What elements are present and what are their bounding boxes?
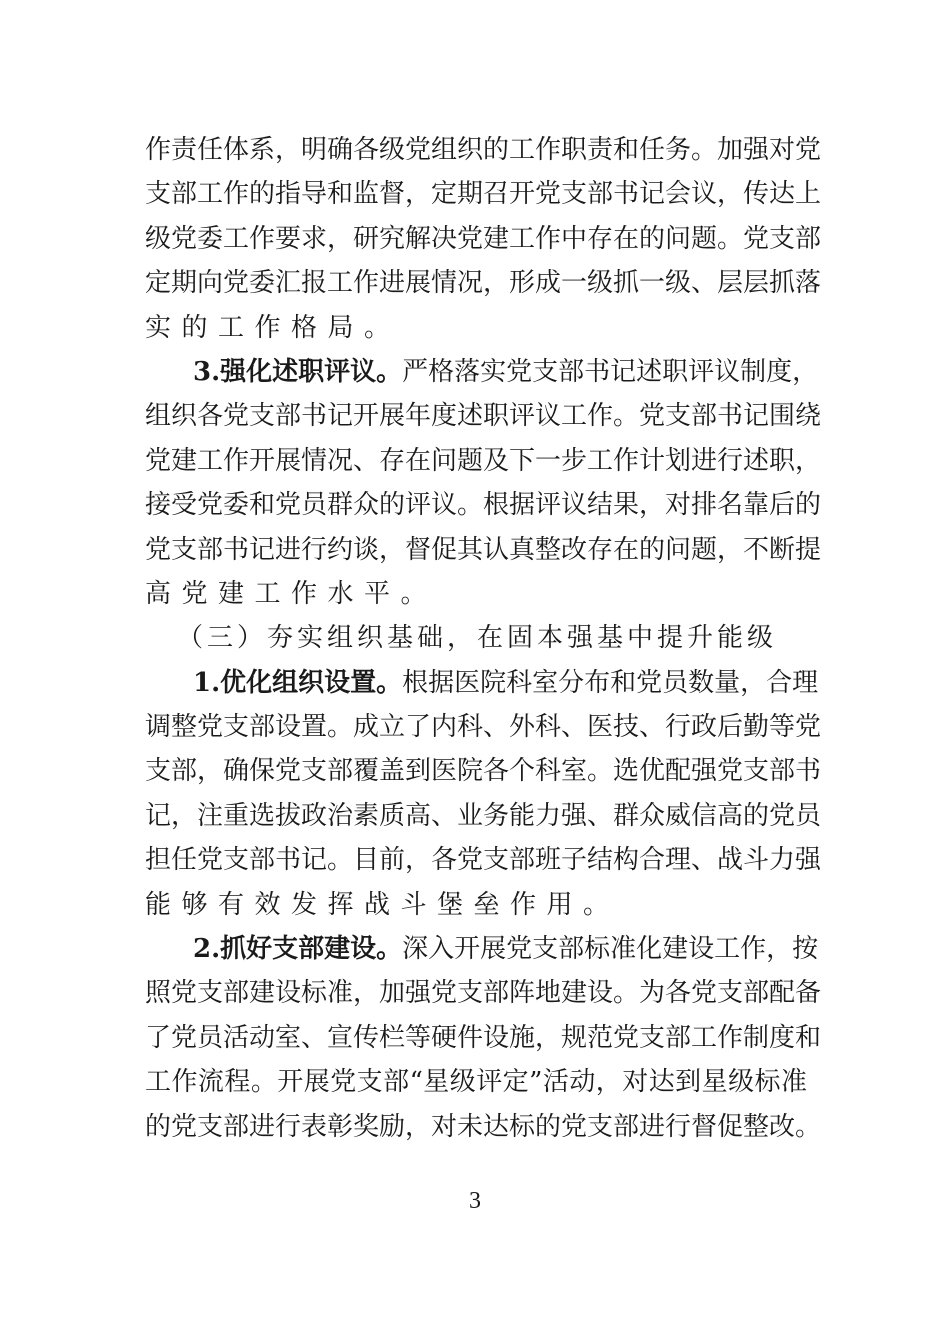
text-line — [145, 838, 822, 882]
text-line — [145, 439, 822, 483]
text-line — [145, 572, 807, 616]
line-text: 党支部书记进行约谈，督促其认真整改存在的问题，不断提 — [145, 534, 822, 565]
line-text: 接受党委和党员群众的评议。根据评议结果，对排名靠后的 — [145, 490, 822, 521]
text-line — [145, 883, 807, 927]
text-line — [145, 749, 822, 793]
line-text: 照党支部建设标准，加强党支部阵地建设。为各党支部配备 — [145, 978, 822, 1009]
text-line — [145, 483, 822, 527]
text-line — [145, 394, 822, 438]
document-body — [145, 128, 822, 1149]
text-line — [145, 217, 822, 261]
line-text: 组织各党支部书记开展年度述职评议工作。党支部书记围绕 — [145, 401, 822, 432]
paragraph-first-line — [145, 350, 819, 394]
line-text: 级党委工作要求，研究解决党建工作中存在的问题。党支部 — [145, 223, 822, 254]
paragraph-first-line — [145, 661, 819, 705]
paragraph-lead: 1.优化组织设置。 — [193, 667, 403, 698]
section-heading — [145, 616, 807, 660]
line-text: 调整党支部设置。成立了内科、外科、医技、行政后勤等党 — [145, 712, 822, 743]
text-line — [145, 261, 822, 305]
line-text: 能够有效发挥战斗堡垒作用。 — [145, 889, 620, 920]
text-line — [145, 794, 822, 838]
line-text: 支部工作的指导和监督，定期召开党支部书记会议，传达上 — [145, 179, 822, 210]
text-line — [145, 528, 822, 572]
text-line — [145, 172, 822, 216]
paragraph-lead: 3.强化述职评议。 — [193, 356, 403, 387]
line-text: 了党员活动室、宣传栏等硬件设施，规范党支部工作制度和 — [145, 1022, 822, 1053]
line-text: 记，注重选拔政治素质高、业务能力强、群众威信高的党员 — [145, 800, 822, 831]
line-text: 实的工作格局。 — [145, 312, 401, 343]
text-line — [145, 128, 822, 172]
line-text: 深入开展党支部标准化建设工作，按 — [402, 934, 819, 965]
line-text: 定期向党委汇报工作进展情况，形成一级抓一级、层层抓落 — [145, 268, 822, 299]
text-line — [145, 1060, 807, 1104]
text-line — [145, 1016, 822, 1060]
heading-text: （三）夯实组织基础，在固本强基中提升能级 — [177, 623, 778, 654]
line-text: 严格落实党支部书记述职评议制度， — [402, 356, 819, 387]
line-text: 支部，确保党支部覆盖到医院各个科室。选优配强党支部书 — [145, 756, 822, 787]
line-text: 高党建工作水平。 — [145, 578, 438, 609]
text-line — [145, 971, 822, 1015]
text-line — [145, 306, 807, 350]
line-text: 担任党支部书记。目前，各党支部班子结构合理、战斗力强 — [145, 845, 822, 876]
line-text: 的党支部进行表彰奖励，对未达标的党支部进行督促整改。 — [145, 1111, 822, 1142]
line-text: 根据医院科室分布和党员数量，合理 — [402, 667, 819, 698]
text-line — [145, 705, 822, 749]
text-line — [145, 1105, 822, 1149]
paragraph-lead: 2.抓好支部建设。 — [193, 934, 403, 965]
paragraph-first-line — [145, 927, 819, 971]
line-text: 党建工作开展情况、存在问题及下一步工作计划进行述职， — [145, 445, 822, 476]
page-number: 3 — [469, 1188, 481, 1214]
line-text: 工作流程。开展党支部“星级评定”活动，对达到星级标准 — [145, 1067, 807, 1098]
line-text: 作责任体系，明确各级党组织的工作职责和任务。加强对党 — [145, 135, 822, 165]
